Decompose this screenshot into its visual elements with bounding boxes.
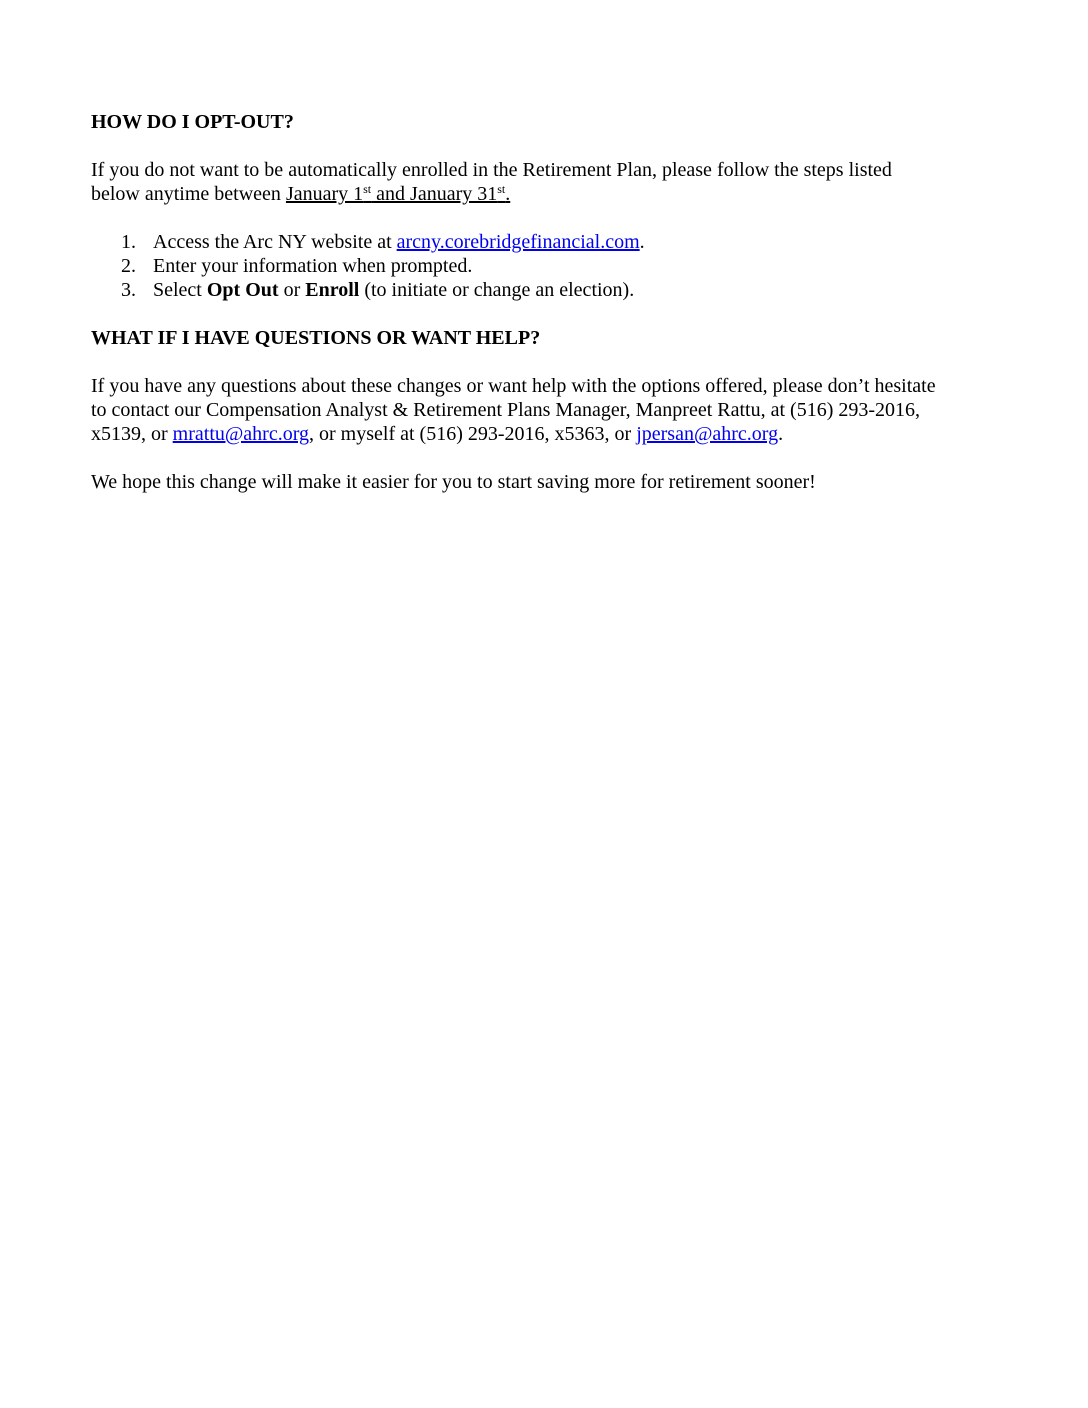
opt-out-term: Opt Out (206, 279, 279, 301)
opt-out-intro (91, 158, 1031, 206)
help-line2: to contact our Compensation Analyst & Retirement Plans Manager, Manpreet Rattu, at (516) 293-2016, (91, 399, 921, 421)
opt-out-heading: HOW DO I OPT-OUT? (91, 111, 294, 133)
step-number: 1. (121, 231, 136, 253)
email-link-jpersan[interactable]: jpersan@ahrc.org (636, 423, 779, 445)
opt-out-steps-list (91, 230, 1031, 302)
opt-out-intro-line2: below anytime between (91, 183, 286, 205)
step-number: 2. (121, 255, 136, 277)
opt-out-intro-line1: If you do not want to be automatically enrolled in the Retirement Plan, please follow the steps listed (91, 159, 892, 181)
arcny-website-link[interactable]: arcny.corebridgefinancial.com (396, 231, 640, 253)
document-page (91, 110, 1031, 494)
enroll-term: Enroll (305, 279, 360, 301)
help-paragraph: If you have any questions about these changes or want help with the options offered, please don’t hesitate to contact our Compensation Analyst & Retirement Plans Manager, Manpreet Rattu, at (516) 293-2016, x5139, or mrattu@ahrc.org, or myself at (516) 293-2016, x5363, or jpersan@ahrc.org. (91, 375, 936, 445)
step-number: 3. (121, 279, 136, 301)
help-line1: If you have any questions about these changes or want help with the options offered, please don’t hesitate (91, 375, 936, 397)
list-item: 1. Access the Arc NY website at arcny.corebridgefinancial.com. (121, 231, 645, 253)
list-item: 3. Select Opt Out or Enroll (to initiate or change an election). (121, 279, 635, 301)
email-link-mrattu[interactable]: mrattu@ahrc.org (172, 423, 310, 445)
enrollment-window-dates: January 1st and January 31st. (285, 182, 511, 205)
closing-paragraph: We hope this change will make it easier for you to start saving more for retirement sooner! (91, 471, 816, 493)
help-heading: WHAT IF I HAVE QUESTIONS OR WANT HELP? (91, 327, 541, 349)
list-item: 2. Enter your information when prompted. (121, 255, 473, 277)
